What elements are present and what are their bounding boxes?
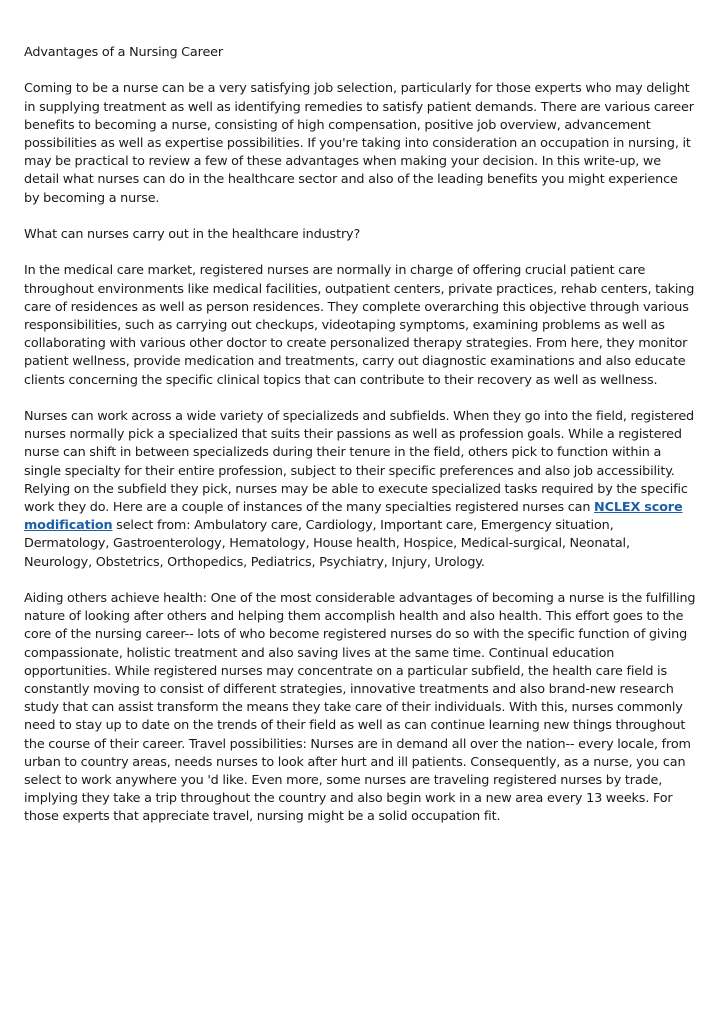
article-title: Advantages of a Nursing Career [24, 45, 224, 60]
nclex-score-link[interactable]: NCLEX score modification [24, 500, 683, 534]
body-paragraph-4: Aiding others achieve health: One of the most considerable advantages of becoming a nurse is the fulfilling nature of looking after others and helping them accomplish health and also health. This effort goes to the core of the nursing career-- lots of who become registered nurses do so with the specific function of giving compassionate, holistic treatment and also saving lives at the same time. Continual education opportunities. While registered nurses may concentrate on a particular subfield, the health care field is constantly moving to consist of different strategies, innovative treatments and also brand-new research study that can assist transform the means they take care of their individuals. With this, nurses commonly need to stay up to date on the trends of their field as well as can continue learning new things throughout the course of their career. Travel possibilities: Nurses are in demand all over the nation-- every locale, from urban to country areas, needs nurses to look after hurt and ill patients. Consequently, as a nurse, you can select to work anywhere you 'd like. Even more, some nurses are traveling registered nurses by trade, implying they take a trip throughout the country and also begin work in a new area every 13 weeks. For those experts that appreciate travel, nursing might be a solid occupation fit. [24, 591, 696, 825]
body-paragraph-2: In the medical care market, registered nurses are normally in charge of offering crucial patient care throughout environments like medical facilities, outpatient centers, private practices, rehab centers, taking care of residences as well as person residences. They complete overarching this objective through various responsibilities, such as carrying out checkups, videotaping symptoms, examining problems as well as collaborating with various other doctor to create personalized therapy strategies. From here, they monitor patient wellness, provide medication and treatments, carry out diagnostic examinations and also educate clients concerning the specific clinical topics that can contribute to their recovery as well as wellness. [24, 263, 695, 388]
paragraph-3-text-end: select from: Ambulatory care, Cardiology, Important care, Emergency situation, Dermatology, Gastroenterology, Hematology, House health, Hospice, Medical-surgical, Neonatal, Neurology, Obstetrics, Orthopedics, Pediatrics, Psychiatry, Injury, Urology. [24, 518, 630, 570]
body-paragraph-3 [24, 408, 696, 572]
section-heading: What can nurses carry out in the healthcare industry? [24, 227, 361, 242]
paragraph-3-text-start: Nurses can work across a wide variety of specializeds and subfields. When they go into the field, registered nurses normally pick a specialized that suits their passions as well as profession goals. While a registered nurse can shift in between specializeds during their tenure in the field, others pick to function within a single specialty for their entire profession, subject to their specific preferences and also job accessibility. Relying on the subfield they pick, nurses may be able to execute specialized tasks required by the specific work they do. Here are a couple of instances of the many specialties registered nurses can [24, 409, 695, 516]
intro-paragraph: Coming to be a nurse can be a very satisfying job selection, particularly for those experts who may delight in supplying treatment as well as identifying remedies to satisfy patient demands. There are various career benefits to becoming a nurse, consisting of high compensation, positive job overview, advancement possibilities as well as expertise possibilities. If you're taking into consideration an occupation in nursing, it may be practical to review a few of these advantages when making your decision. In this write-up, we detail what nurses can do in the healthcare sector and also of the leading benefits you might experience by becoming a nurse. [24, 81, 694, 206]
article [24, 44, 696, 845]
